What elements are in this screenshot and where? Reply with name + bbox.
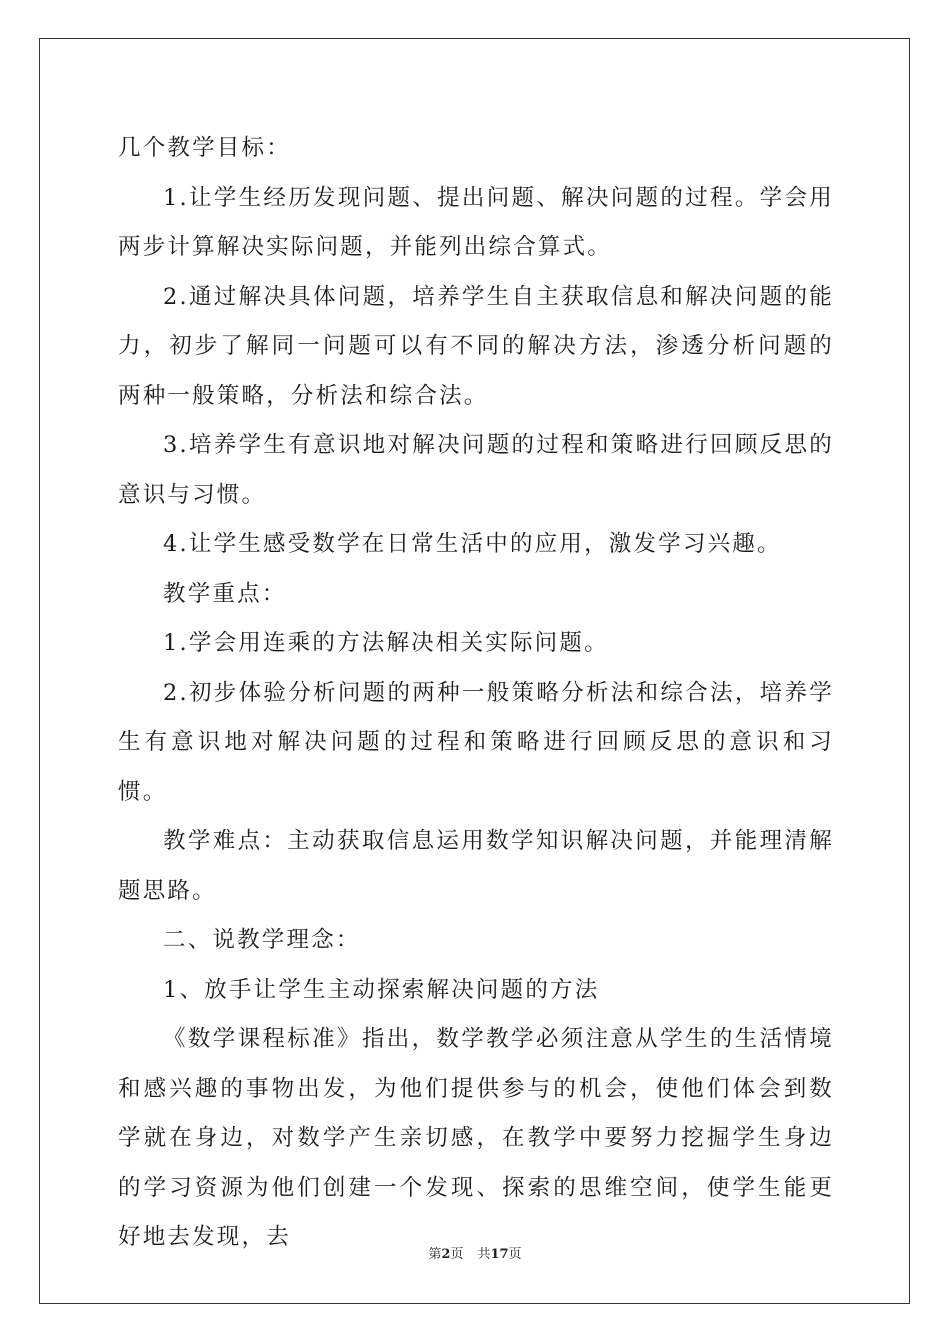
paragraph: 2.初步体验分析问题的两种一般策略分析法和综合法，培养学生有意识地对解决问题的过程和策略进行回顾反思的意识和习惯。 — [118, 679, 834, 805]
paragraph: 《数学课程标准》指出，数学教学必须注意从学生的生活情境和感兴趣的事物出发，为他们提供参与的机会，使他们体会到数学就在身边，对数学产生亲切感，在教学中要努力挖掘学生身边的学习资源为他们创建一个发现、探索的思维空间，使学生能更好地去发现，去 — [118, 1026, 834, 1250]
page-number: 2 — [441, 1247, 451, 1262]
total-pages: 17 — [490, 1247, 509, 1262]
paragraph: 4.让学生感受数学在日常生活中的应用，激发学习兴趣。 — [163, 531, 782, 557]
paragraph: 1.让学生经历发现问题、提出问题、解决问题的过程。学会用两步计算解决实际问题，并能列出综合算式。 — [118, 184, 834, 260]
page-suffix: 页 — [450, 1247, 464, 1262]
section-heading: 教学重点： — [163, 580, 287, 607]
paragraph: 几个教学目标： — [118, 135, 291, 161]
document-body — [118, 124, 834, 1263]
total-suffix: 页 — [508, 1247, 522, 1262]
paragraph: 2.通过解决具体问题，培养学生自主获取信息和解决问题的能力，初步了解同一问题可以有不同的解决方法，渗透分析问题的两种一般策略，分析法和综合法。 — [118, 283, 834, 409]
paragraph: 1、放手让学生主动探索解决问题的方法 — [163, 976, 600, 1003]
page-prefix: 第 — [428, 1247, 442, 1262]
paragraph: 1.学会用连乘的方法解决相关实际问题。 — [163, 630, 609, 656]
paragraph: 教学难点：主动获取信息运用数学知识解决问题，并能理清解题思路。 — [118, 828, 834, 904]
page-footer — [0, 1246, 950, 1264]
section-heading: 二、说教学理念： — [163, 927, 361, 953]
total-prefix: 共 — [477, 1247, 491, 1262]
paragraph: 3.培养学生有意识地对解决问题的过程和策略进行回顾反思的意识与习惯。 — [118, 432, 834, 508]
